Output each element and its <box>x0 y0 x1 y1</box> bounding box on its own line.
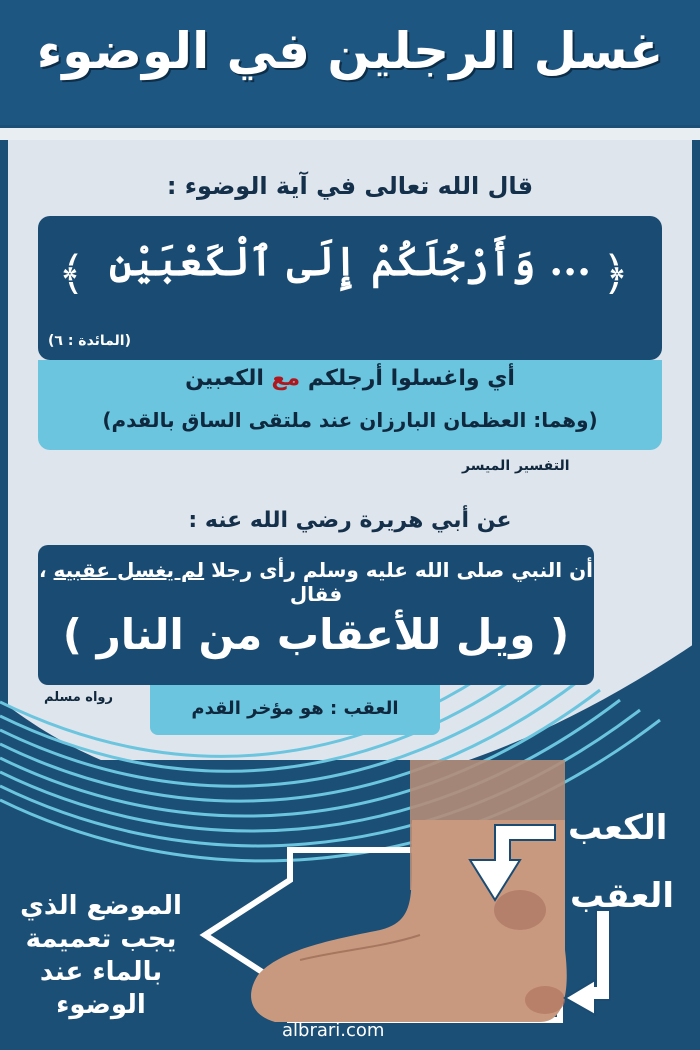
heel-definition: العقب : هو مؤخر القدم <box>191 698 399 719</box>
tafsir-line-2: (وهما: العظمان البارزان عند ملتقى الساق بالقدم) <box>102 408 598 432</box>
hadith-text-start: أن النبي صلى الله عليه وسلم رأى رجلا <box>204 558 594 582</box>
tafsir-line-1 <box>38 366 662 391</box>
tafsir-text-end: الكعبين <box>185 366 272 391</box>
verse-intro: قال الله تعالى في آية الوضوء : <box>166 172 534 200</box>
divider <box>0 128 700 140</box>
side-caption-line: يجب تعميمة <box>25 924 177 954</box>
side-caption-line: بالماء عند <box>39 957 163 987</box>
hadith-intro: عن أبي هريرة رضي الله عنه : <box>188 508 512 533</box>
ornament-right-icon: ﴿ <box>602 246 629 300</box>
ankle-label: الكعب <box>568 808 668 848</box>
hadith-line-1 <box>38 558 594 606</box>
foot-illustration-icon <box>251 760 567 1022</box>
heel-label: العقب <box>570 876 675 916</box>
tafsir-highlight: مع <box>271 366 301 391</box>
side-caption-line: الموضع الذي <box>20 891 182 921</box>
tafsir-source: التفسير الميسر <box>462 458 570 474</box>
hadith-text-end: ، فقال <box>38 558 343 606</box>
verse-reference: (المائدة : ٦) <box>48 333 132 349</box>
header-banner <box>0 0 700 125</box>
page-title: غسل الرجلين في الوضوء <box>36 22 664 80</box>
side-caption <box>6 890 196 1022</box>
heel-arrow-icon <box>565 910 610 1015</box>
ornament-left-icon: ﴾ <box>58 246 85 300</box>
hadith-line-2: ( ويل للأعقاب من النار ) <box>62 610 570 659</box>
tafsir-text-start: أي واغسلوا أرجلكم <box>300 366 515 391</box>
watermark[interactable]: albrari.com <box>282 1020 385 1041</box>
quran-verse: ... وَأَرْجُلَكُمْ إِلَى ٱلْكَعْبَيْنِ <box>109 238 591 285</box>
side-caption-line: الوضوء <box>56 990 146 1020</box>
hadith-underlined: لم يغسل عقبيه <box>53 558 205 582</box>
hadith-source: رواه مسلم <box>44 690 113 705</box>
